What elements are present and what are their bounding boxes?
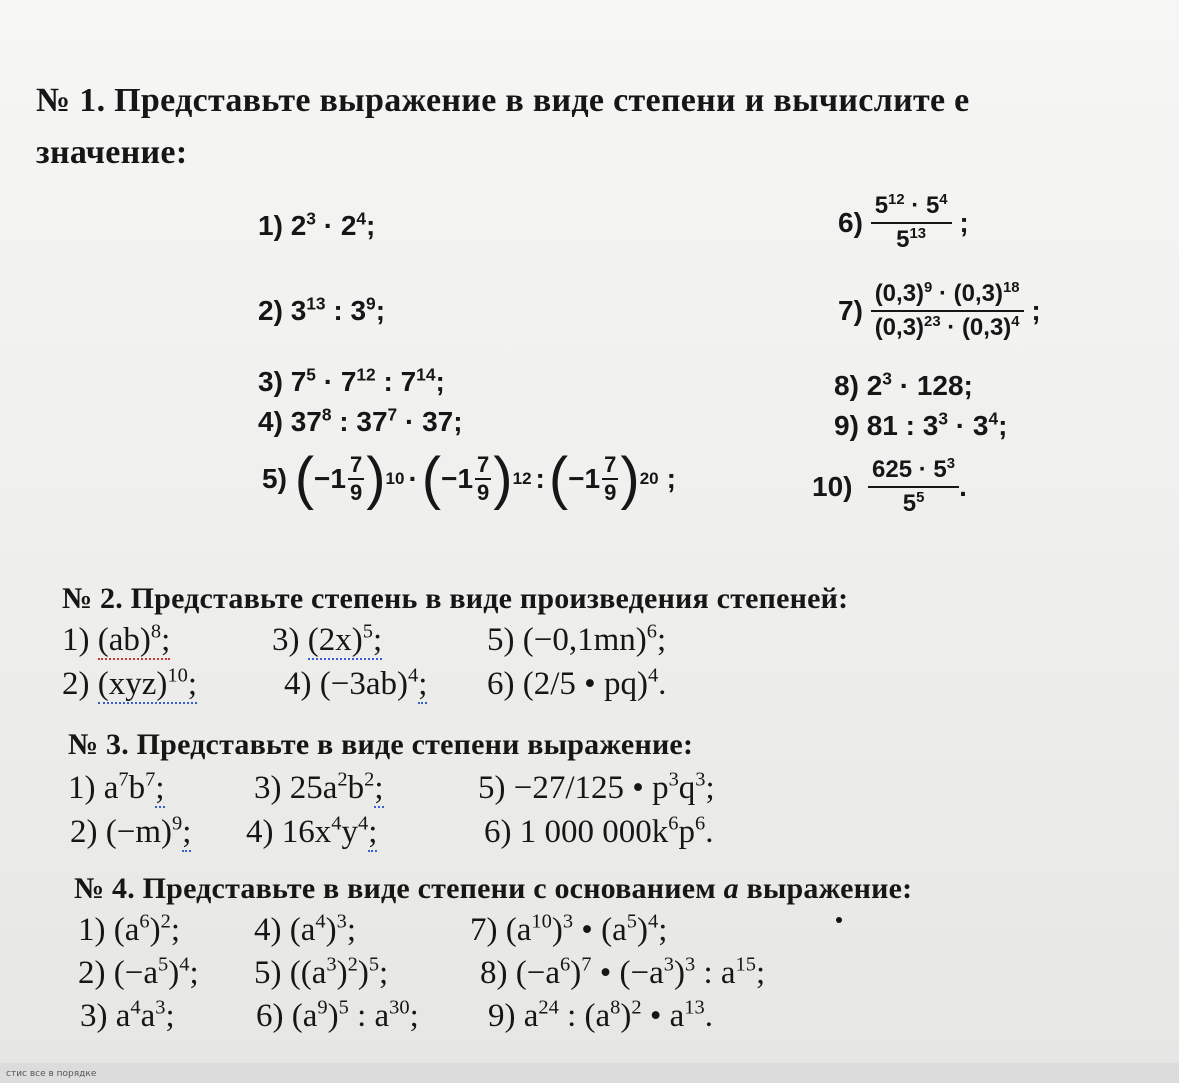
task1-item-2: 2) $3^{13}$ : $3^9$; [258, 293, 386, 326]
task2-title: № 2. Представьте степень в виде произведения степеней: [62, 582, 849, 615]
worksheet-page: № 1. Представьте выражение в виде степени и вычислите е значение: 1) $2^3 \cdot 2^4$; 2) $3^{13}$ : $3^9$; 3) $7^5 \cdot 7^{12}$ : $7^{14}$; 4) $37^8$ : $37^7 \cdot 37$; 5) ( −1 $\frac{7}{9}$ ) 10 · ( −1 $\frac{7}{9}$ ) 12 : ( −1 $\frac{7}{9}$ ) 20 ; 6) $\frac{5^{12} \cdot 5^4}{5^{13}}$ ; 7) $\frac{(0,3)^9 \cdot (0,3)^{18}}{(0,3)^{23} \cdot (0,3)^4}$ ; 8) $2^3 \cdot 128$; 9) 81 : $3^3 \cdot 3^4$; 10) $\frac{625 \cdot 5^3}{5^5}$ . № 2. Представьте степень в виде произведения степеней: 1) (ab)$^8$; 3) $(2x)^5$; 5) $(-0,1mn)^6$; 2) (xyz)$^{10}$; 4) $(-3ab)^4$; 6) (2/5 • pq)$^4$. № 3. Представьте в виде степени выражение: 1) $a^7b^7$; 3) $25a^2b^2$; 5) −27/125 • $p^3q^3$; 2) $(-m)^9$; 4) $16x^4y^4$; 6) 1 000 $000k^6p^6$. № 4. Представьте в виде степени с основанием а выражение: 1) $(a^6)^2$; 4) $(a^4)^3$; 7) $(a^{10})^3$ • $(a^5)^4$; 2) $(-a^5)^4$; 5) $((a^3)^2)^5$; 8) $(-a^6)^7$ • $(-a^3)^3$ : $a^{15}$; 3) $a^4a^3$; 6) $(a^9)^5$ : $a^{30}$; 9) $a^{24}$ : $(a^8)^2$ • $a^{13}$. стис все в порядке [0, 0, 1179, 1083]
task1-title-line2: значение: [36, 134, 188, 171]
task1-item-7: 7) $\frac{(0,3)^9 \cdot (0,3)^{18}}{(0,3)^{23} \cdot (0,3)^4}$ ; [838, 279, 1041, 341]
footer-text: стис все в порядке [6, 1069, 97, 1079]
task1-item-5: 5) ( −1 $\frac{7}{9}$ ) 10 · ( −1 $\frac{7}{9}$ ) 12 : ( −1 $\frac{7}{9}$ ) 20 ; [262, 446, 676, 511]
task1-item-6: 6) $\frac{5^{12} \cdot 5^4}{5^{13}}$ ; [838, 191, 969, 253]
task4-title: № 4. Представьте в виде степени с основанием а выражение: [74, 872, 913, 905]
task1-item-4: 4) $37^8$ : $37^7 \cdot 37$; [258, 404, 463, 437]
task1-item-8: 8) $2^3 \cdot 128$; [834, 368, 973, 401]
task1-item-9: 9) 81 : $3^3 \cdot 3^4$; [834, 408, 1008, 441]
ink-dot [836, 917, 842, 923]
task1-item-1: 1) $2^3 \cdot 2^4$; [258, 208, 376, 241]
task3-title: № 3. Представьте в виде степени выражение: [68, 728, 694, 761]
task1-title-line1: № 1. Представьте выражение в виде степени и вычислите е [36, 82, 970, 119]
task1-item-3: 3) $7^5 \cdot 7^{12}$ : $7^{14}$; [258, 364, 445, 397]
task1-item-10: 10) $\frac{625 \cdot 5^3}{5^5}$ . [812, 455, 967, 517]
footer-bar [0, 1063, 1179, 1083]
